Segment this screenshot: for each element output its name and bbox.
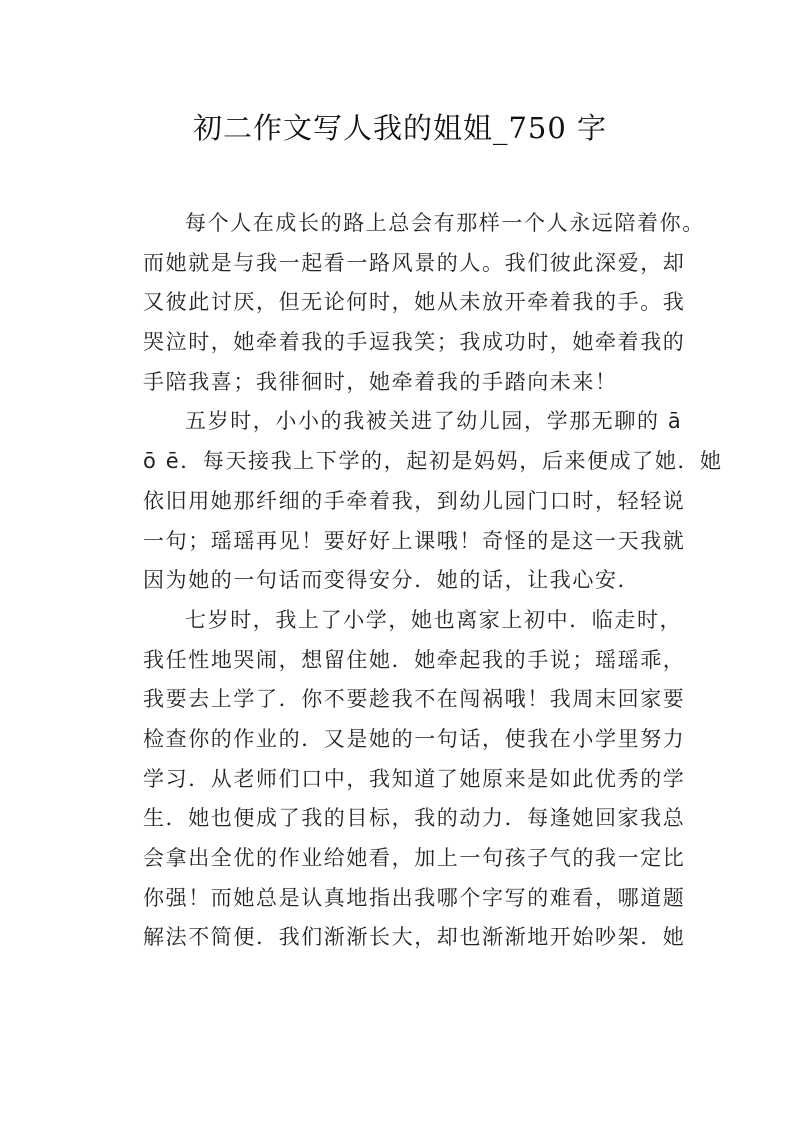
paragraph-3-line-4: 检查你的作业的．又是她的一句话，使我在小学里努力 [143,726,686,751]
paragraph-3-line-9: 解法不简便．我们渐渐长大，却也渐渐地开始吵架．她 [143,925,686,950]
paragraph-1-line-4: 哭泣时，她牵着我的手逗我笑；我成功时，她牵着我的 [143,330,686,355]
paragraph-2-line-1: 五岁时，小小的我被关进了幼儿园，学那无聊的 ā [185,409,683,434]
paragraph-3-line-6: 生．她也便成了我的目标，我的动力．每逢她回家我总 [143,806,686,831]
document-title: 初二作文写人我的姐姐_750 字 [192,111,608,145]
paragraph-3-line-8: 你强！而她总是认真地指出我哪个字写的难看，哪道题 [143,885,686,910]
paragraph-1-line-5: 手陪我喜；我徘徊时，她牵着我的手踏向未来！ [143,369,618,394]
paragraph-3-line-7: 会拿出全优的作业给她看，加上一句孩子气的我一定比 [143,846,686,870]
paragraph-3-line-5: 学习．从老师们口中，我知道了她原来是如此优秀的学 [143,766,686,791]
paragraph-1-line-1: 每个人在成长的路上总会有那样一个人永远陪着你。 [185,211,705,235]
paragraph-2-line-5: 因为她的一句话而变得安分．她的话，让我心安． [143,568,641,593]
paragraph-2-line-2: ō ē．每天接我上下学的，起初是妈妈，后来便成了她．她 [143,449,723,474]
paragraph-3-line-3: 我要去上学了．你不要趁我不在闯祸哦！我周末回家要 [143,687,686,712]
paragraph-2-line-4: 一句；瑶瑶再见！要好好上课哦！奇怪的是这一天我就 [143,528,686,553]
paragraph-2-line-3: 依旧用她那纤细的手牵着我，到幼儿园门口时，轻轻说 [143,488,686,513]
paragraph-1-line-3: 又彼此讨厌，但无论何时，她从未放开牵着我的手。我 [143,290,686,315]
paragraph-3-line-2: 我任性地哭闹，想留住她．她牵起我的手说；瑶瑶乖， [143,647,686,672]
paragraph-1-line-2: 而她就是与我一起看一路风景的人。我们彼此深爱，却 [143,250,686,275]
paragraph-3-line-1: 七岁时，我上了小学，她也离家上初中．临走时， [185,607,683,632]
essay-body [143,204,723,958]
